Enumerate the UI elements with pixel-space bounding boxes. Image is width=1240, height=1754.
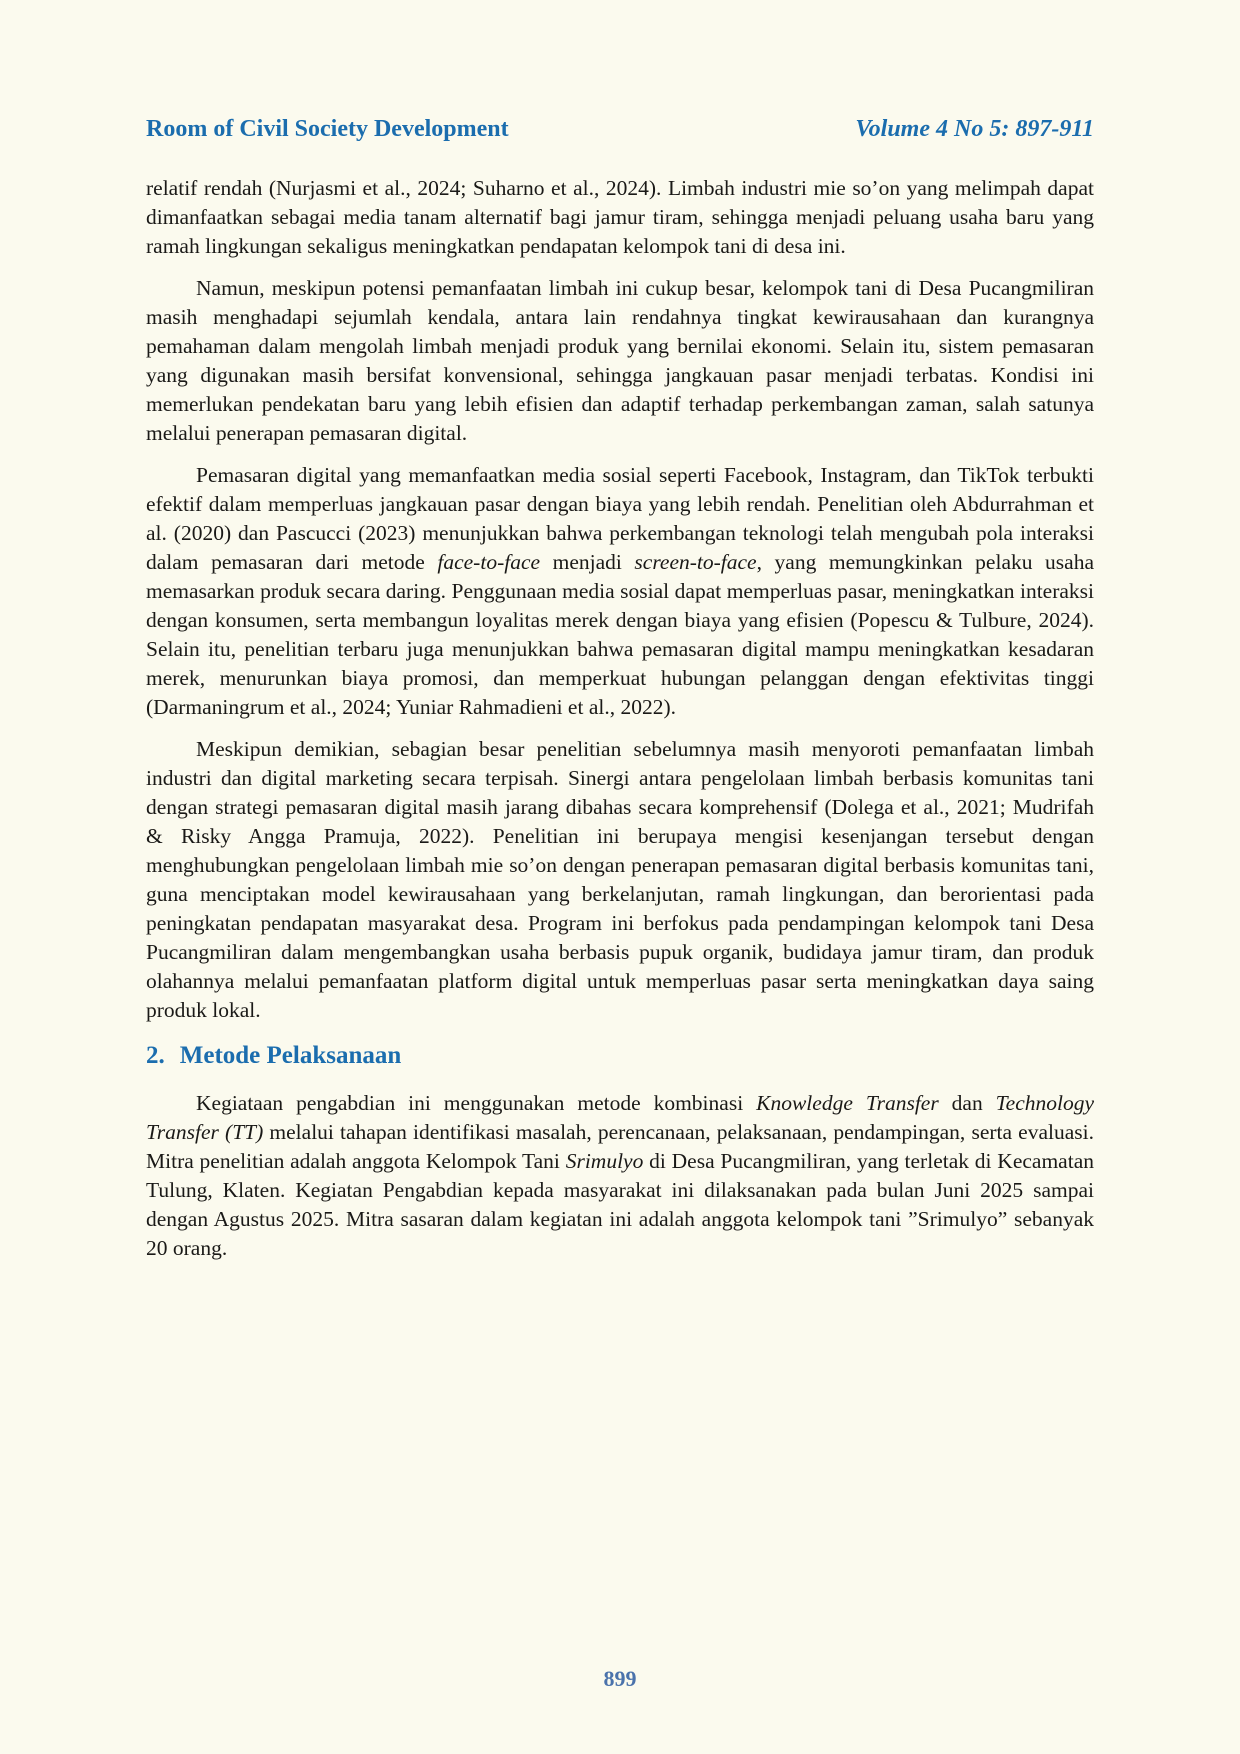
section-number: 2. <box>146 1042 165 1069</box>
body-text: melalui tahapan identifikasi masalah, perencanaan, pelaksanaan, pendampingan, serta evaluasi. Mitra penelitian adalah anggota Kelompok Tani <box>146 1120 1094 1173</box>
paragraph <box>146 274 1094 448</box>
body-text: , yang memungkinkan pelaku usaha memasarkan produk secara daring. Penggunaan media sosial dapat memperluas pasar, meningkatkan interaksi dengan konsumen, serta membangun loyalitas merek dengan biaya yang efisien (Popescu & Tulbure, 2024). Selain itu, penelitian terbaru juga menunjukkan bahwa pemasaran digital mampu meningkatkan kesadaran merek, menurunkan biaya promosi, dan memperkuat hubungan pelanggan dengan efektivitas tinggi (Darmaningrum et al., 2024; Yuniar Rahmadieni et al., 2022). <box>146 550 1094 719</box>
page-footer <box>0 1666 1240 1692</box>
paragraph <box>146 1089 1094 1263</box>
journal-title: Room of Civil Society Development <box>146 116 509 142</box>
body-text: di Desa Pucangmiliran, yang terletak di Kecamatan Tulung, Klaten. Kegiatan Pengabdian kepada masyarakat ini dilaksanakan pada bulan Juni 2025 sampai dengan Agustus 2025. Mitra sasaran dalam kegiatan ini adalah anggota kelompok tani ”Srimulyo” sebanyak 20 orang. <box>146 1149 1094 1260</box>
paragraph <box>146 461 1094 722</box>
italic-text: Knowledge Transfer <box>756 1091 939 1115</box>
paragraph <box>146 174 1094 261</box>
article-body <box>146 174 1094 1263</box>
page-header <box>146 114 1094 144</box>
italic-text: Srimulyo <box>565 1149 644 1173</box>
italic-text: Technology Transfer (TT) <box>146 1091 1095 1144</box>
section-title: Metode Pelaksanaan <box>179 1042 402 1069</box>
volume-info: Volume 4 No 5: 897-911 <box>855 116 1094 142</box>
body-text: menjadi <box>540 550 635 574</box>
body-text: dan <box>938 1091 996 1115</box>
paragraph <box>146 735 1094 1025</box>
body-text: Kegiataan pengabdian ini menggunakan metode kombinasi <box>196 1091 757 1115</box>
body-text: Meskipun demikian, sebagian besar penelitian sebelumnya masih menyoroti pemanfaatan limbah industri dan digital marketing secara terpisah. Sinergi antara pengelolaan limbah berbasis komunitas tani dengan strategi pemasaran digital masih jarang dibahas secara komprehensif (Dolega et al., 2021; Mudrifah & Risky Angga Pramuja, 2022). Penelitian ini berupaya mengisi kesenjangan tersebut dengan menghubungkan pengelolaan limbah mie so’on dengan penerapan pemasaran digital berbasis komunitas tani, guna menciptakan model kewirausahaan yang berkelanjutan, ramah lingkungan, dan berorientasi pada peningkatan pendapatan masyarakat desa. Program ini berfokus pada pendampingan kelompok tani Desa Pucangmiliran dalam mengembangkan usaha berbasis pupuk organik, budidaya jamur tiram, dan produk olahannya melalui pemanfaatan platform digital untuk memperluas pasar serta meningkatkan daya saing produk lokal. <box>146 737 1094 1022</box>
italic-text: face-to-face <box>437 550 541 574</box>
section-heading <box>146 1041 1094 1071</box>
page-number: 899 <box>603 1666 637 1691</box>
body-text: Namun, meskipun potensi pemanfaatan limbah ini cukup besar, kelompok tani di Desa Pucangmiliran masih menghadapi sejumlah kendala, antara lain rendahnya tingkat kewirausahaan dan kurangnya pemahaman dalam mengolah limbah menjadi produk yang bernilai ekonomi. Selain itu, sistem pemasaran yang digunakan masih bersifat konvensional, sehingga jangkauan pasar menjadi terbatas. Kondisi ini memerlukan pendekatan baru yang lebih efisien dan adaptif terhadap perkembangan zaman, salah satunya melalui penerapan pemasaran digital. <box>146 276 1094 445</box>
italic-text: screen-to-face <box>634 550 757 574</box>
body-text: Pemasaran digital yang memanfaatkan media sosial seperti Facebook, Instagram, dan TikTok terbukti efektif dalam memperluas jangkauan pasar dengan biaya yang lebih rendah. Penelitian oleh Abdurrahman et al. (2020) dan Pascucci (2023) menunjukkan bahwa perkembangan teknologi telah mengubah pola interaksi dalam pemasaran dari metode <box>146 463 1094 574</box>
body-text: relatif rendah (Nurjasmi et al., 2024; Suharno et al., 2024). Limbah industri mie so’on yang melimpah dapat dimanfaatkan sebagai media tanam alternatif bagi jamur tiram, sehingga menjadi peluang usaha baru yang ramah lingkungan sekaligus meningkatkan pendapatan kelompok tani di desa ini. <box>146 176 1094 258</box>
